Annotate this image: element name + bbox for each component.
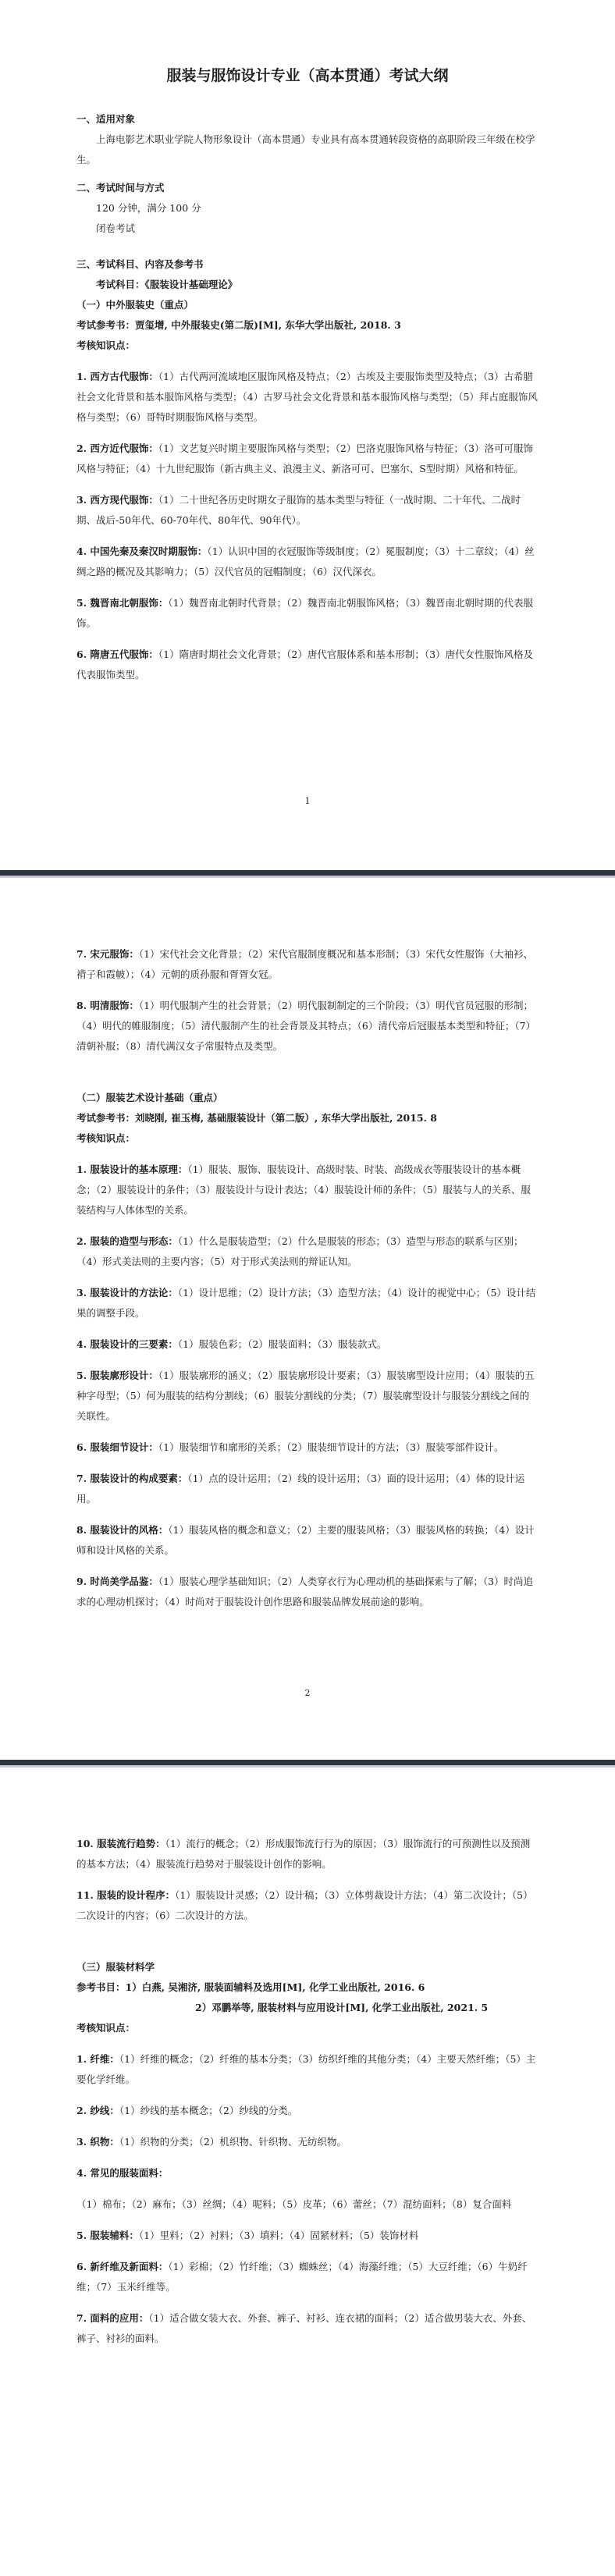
part-2-title: （二）服装艺术设计基础（重点） bbox=[76, 1092, 223, 1103]
list-item: 9. 时尚美学品鉴：（1）服装心理学基础知识；（2）人类穿衣行为心理动机的基础探索与了解；（3）时尚追求的心理动机探讨；（4）时尚对于服装设计创作思路和服装品牌发展前途的影响。 bbox=[76, 1576, 534, 1608]
list-item: 4. 常见的服装面料： bbox=[76, 2167, 169, 2179]
list-item: 2. 服装的造型与形态：（1）什么是服装造型；（2）什么是服装的形态；（3）造型与形态的联系与区别；（4）形式美法则的主要内容；（5）对于形式美法则的辩证认知。 bbox=[76, 1235, 524, 1267]
list-item: 6. 服装细节设计：（1）服装细节和廓形的关系；（2）服装细节设计的方法；（3）服装零部件设计。 bbox=[76, 1441, 504, 1453]
page-2 bbox=[0, 878, 615, 1760]
list-item: 5. 服装廓形设计：（1）服装廓形的涵义；（2）服装廓形设计要素；（3）服装廓型设计应用；（4）服装的五种字母型；（5）何为服装的结构分割线；（6）服装分割线的分类；（7）服装廓型设计与服装分割线之间的关联性。 bbox=[76, 1370, 535, 1422]
part-1-title: （一）中外服装史（重点） bbox=[76, 299, 194, 311]
exam-time: 120 分钟，满分 100 分 bbox=[96, 202, 201, 214]
list-item: 11. 服装的设计程序：（1）服装设计灵感；（2）设计稿；（3）立体剪裁设计方法；（4）第二次设计；（5）二次设计的内容；（6）二次设计的方法。 bbox=[76, 1889, 533, 1921]
section-1-heading: 一、适用对象 bbox=[76, 113, 136, 125]
list-item: 2. 纱线：（1）纱线的基本概念；（2）纱线的分类。 bbox=[76, 2105, 298, 2116]
list-item: 3. 织物：（1）织物的分类；（2）机织物、针织物、无纺织物。 bbox=[76, 2136, 347, 2148]
section-1-text: 上海电影艺术职业学院人物形象设计（高本贯通）专业具有高本贯通转段资格的高职阶段三年级在校学生。 bbox=[76, 133, 535, 165]
part-2-reference: 考试参考书：刘晓刚, 崔玉梅, 基础服装设计（第二版）, 东华大学出版社, 2015. 8 bbox=[76, 1112, 438, 1124]
list-item: 6. 隋唐五代服饰：（1）隋唐时期社会文化背景；（2）唐代官服体系和基本形制；（3）唐代女性服饰风格及代表服饰类型。 bbox=[76, 648, 534, 680]
part-3-points-label: 考核知识点： bbox=[76, 2022, 136, 2034]
list-item: 1. 纤维：（1）纤维的概念；（2）纤维的基本分类；（3）纺织纤维的其他分类；（4）主要天然纤维；（5）主要化学纤维。 bbox=[76, 2053, 536, 2085]
page-number: 2 bbox=[304, 1688, 311, 1698]
list-item: 7. 面料的应用：（1）适合做女装大衣、外套、裤子、衬衫、连衣裙的面料；（2）适合做男装大衣、外套、裤子、衬衫的面料。 bbox=[76, 2312, 532, 2344]
list-item: 7. 宋元服饰：（1）宋代社会文化背景；（2）宋代官服制度概况和基本形制；（3）宋代女性服饰（大袖衫、褙子和霞帔）；（4）元朝的质孙服和胥胥女冠。 bbox=[76, 948, 534, 980]
list-item: 1. 服装设计的基本原理：（1）服装、服饰、服装设计、高级时装、时装、高级成衣等服装设计的基本概念；（2）服装设计的条件；（3）服装设计与设计表达；（4）服装设计师的条件；（5）服装与人的关系、服装结构与人体体型的关系。 bbox=[76, 1164, 531, 1216]
exam-subject: 考试科目：《服装设计基础理论》 bbox=[96, 279, 238, 290]
list-item: 5. 服装辅料：（1）里料；（2）衬料；（3）填料；（4）固紧材料；（5）装饰材料 bbox=[76, 2230, 419, 2241]
part-1-points-label: 考核知识点： bbox=[76, 339, 136, 351]
part-3-title: （三）服装材料学 bbox=[76, 1961, 155, 1973]
list-item: 4. 中国先秦及秦汉时期服饰：（1）认识中国的衣冠服饰等级制度；（2）冕服制度；（3）十二章纹；（4）丝绸之路的概况及其影响力；（5）汉代官员的冠帽制度；（6）汉代深衣。 bbox=[76, 545, 535, 577]
list-item: （1）棉布；（2）麻布；（3）丝绸；（4）呢料；（5）皮革；（6）蕾丝；（7）混纺面料；（8）复合面料 bbox=[76, 2198, 512, 2210]
page-number: 1 bbox=[304, 796, 311, 806]
list-item: 1. 西方古代服饰：（1）古代两河流域地区服饰风格及特点；（2）古埃及主要服饰类型及特点；（3）古希腊社会文化背景和基本服饰风格与类型；（4）古罗马社会文化背景和基本服饰风格与类型；（5）拜占庭服饰风格与类型；（6）哥特时期服饰风格与类型。 bbox=[76, 371, 538, 423]
section-2-heading: 二、考试时间与方式 bbox=[76, 182, 165, 194]
list-item: 3. 西方现代服饰：（1）二十世纪各历史时期女子服饰的基本类型与特征（一战时期、二十年代、二战时期、战后-50年代、60-70年代、80年代、90年代）。 bbox=[76, 494, 521, 526]
list-item: 6. 新纤维及新面料：（1）彩棉；（2）竹纤维；（3）蜘蛛丝；（4）海藻纤维；（5）大豆纤维；（6）牛奶纤维；（7）玉米纤维等。 bbox=[76, 2261, 528, 2293]
list-item: 3. 服装设计的方法论：（1）设计思维；（2）设计方法；（3）造型方法；（4）设计的视觉中心；（5）设计结果的调整手段。 bbox=[76, 1287, 536, 1319]
list-item: 8. 明清服饰：（1）明代服制产生的社会背景；（2）明代服制制定的三个阶段；（3）明代官员冠服的形制；（4）明代的帷服制度；（5）清代服制产生的社会背景及其特点；（6）清代帝后冠服基本类型和特征；（7）清朝补服；（8）清代满汉女子常服特点及类型。 bbox=[76, 1000, 536, 1052]
part-3-reference-2: 2）邓鹏举等, 服装材料与应用设计[M], 化学工业出版社, 2021. 5 bbox=[195, 2002, 489, 2013]
page-3 bbox=[0, 1768, 615, 2576]
part-3-reference-1: 参考书目：1）白燕, 吴湘济, 服装面辅料及选用[M], 化学工业出版社, 2016. 6 bbox=[76, 1981, 425, 1993]
part-1-reference: 考试参考书：贾玺增, 中外服装史(第二版)[M], 东华大学出版社, 2018. 3 bbox=[76, 319, 401, 331]
list-item: 5. 魏晋南北朝服饰：（1）魏晋南北朝时代背景；（2）魏晋南北朝服饰风格；（3）魏晋南北朝时期的代表服饰。 bbox=[76, 597, 534, 629]
part-2-points-label: 考核知识点： bbox=[76, 1132, 136, 1144]
list-item: 8. 服装设计的风格：（1）服装风格的概念和意义；（2）主要的服装风格；（3）服装风格的转换；（4）设计师和设计风格的关系。 bbox=[76, 1524, 535, 1556]
list-item: 7. 服装设计的构成要素：（1）点的设计运用；（2）线的设计运用；（3）面的设计运用；（4）体的设计运用。 bbox=[76, 1473, 525, 1505]
page-divider bbox=[0, 1760, 615, 1768]
page-divider bbox=[0, 870, 615, 878]
page-1 bbox=[0, 0, 615, 870]
section-3-heading: 三、考试科目、内容及参考书 bbox=[76, 258, 204, 270]
exam-mode: 闭卷考试 bbox=[96, 222, 136, 234]
document-title: 服装与服饰设计专业（高本贯通）考试大纲 bbox=[166, 67, 449, 84]
list-item: 10. 服装流行趋势：（1）流行的概念；（2）形成服饰流行行为的原因；（3）服饰流行的可预测性以及预测的基本方法；（4）服装流行趋势对于服装设计创作的影响。 bbox=[76, 1838, 531, 1870]
list-item: 2. 西方近代服饰：（1）文艺复兴时期主要服饰风格与类型；（2）巴洛克服饰风格与特征；（3）洛可可服饰风格与特征；（4）十九世纪服饰（新古典主义、浪漫主义、新洛可可、巴塞尔、S型时期）风格和特征。 bbox=[76, 442, 534, 474]
list-item: 4. 服装设计的三要素：（1）服装色彩；（2）服装面料；（3）服装款式。 bbox=[76, 1338, 387, 1350]
